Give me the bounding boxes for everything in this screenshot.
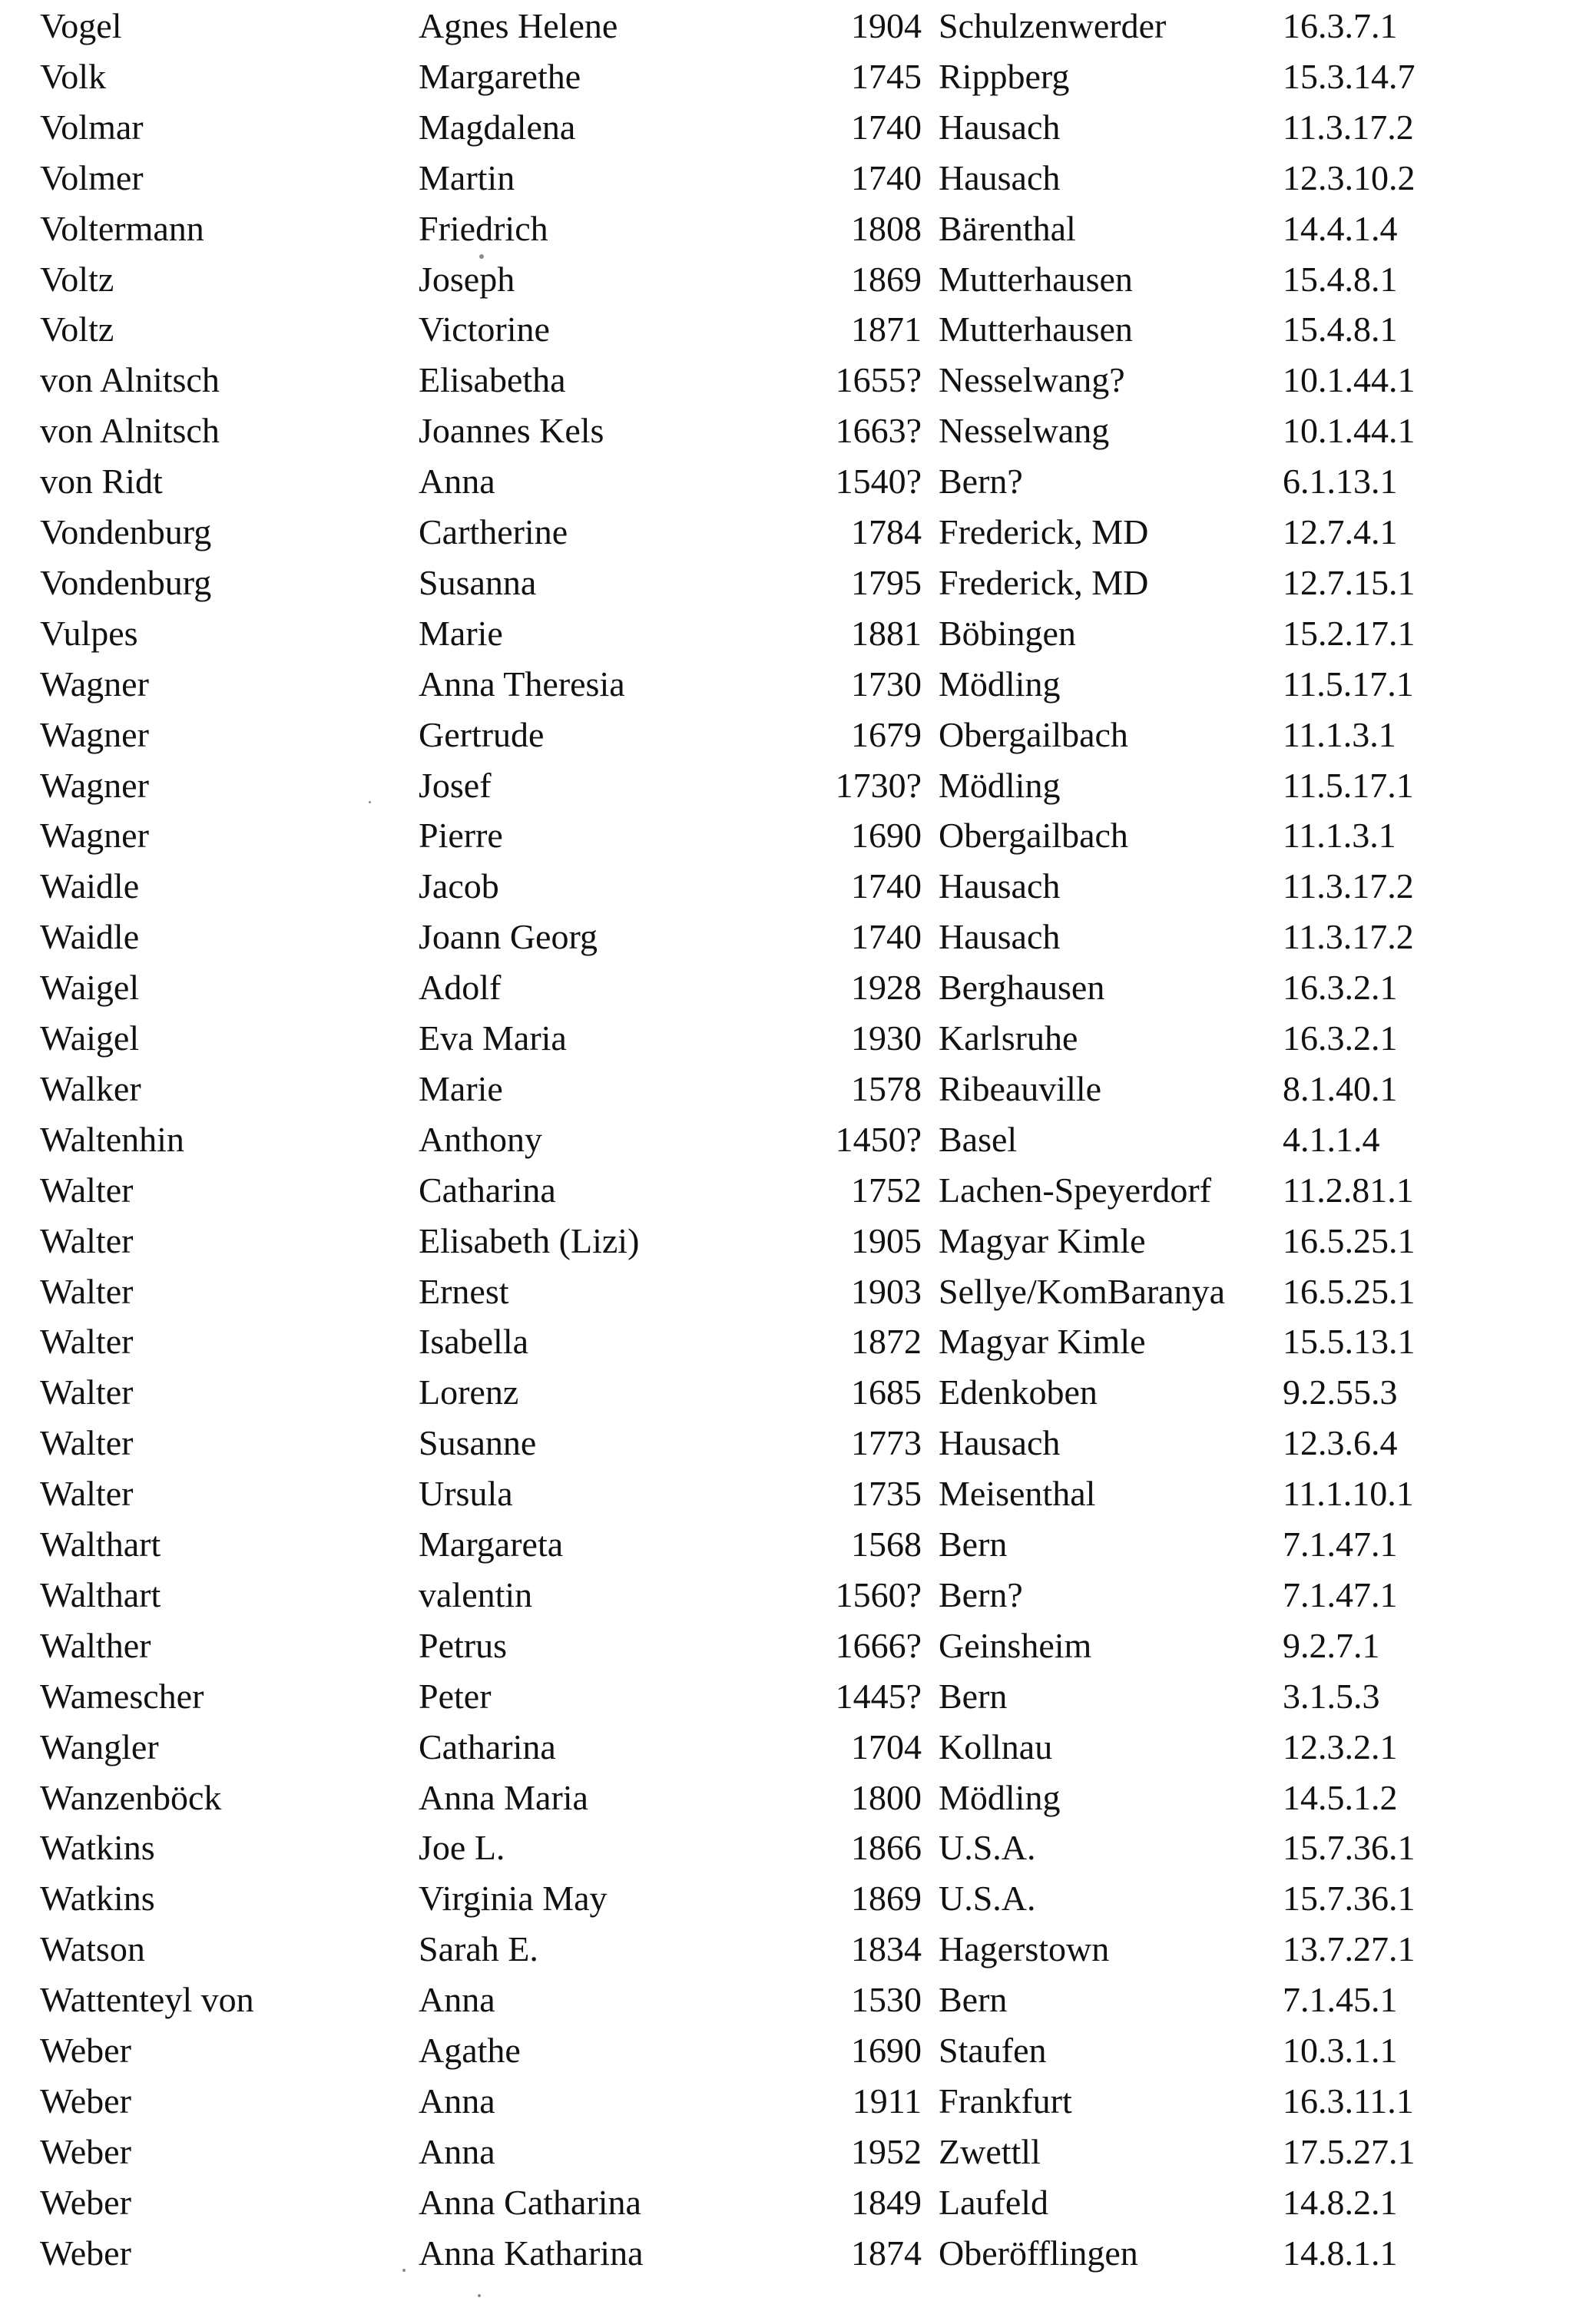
given-name-cell: Martin — [419, 157, 515, 197]
register-row — [0, 1924, 1596, 1975]
given-name-cell: Anna — [419, 1980, 495, 2020]
birth-year-cell: 1740 — [851, 157, 922, 197]
scan-speck — [478, 2294, 481, 2297]
reference-number-cell: 15.4.8.1 — [1283, 259, 1398, 299]
reference-number-cell: 12.3.2.1 — [1283, 1727, 1398, 1766]
register-row — [0, 2076, 1596, 2127]
reference-number-cell: 9.2.7.1 — [1283, 1625, 1380, 1665]
surname-cell: Weber — [40, 2233, 131, 2273]
given-name-cell: Joannes Kels — [419, 411, 604, 451]
reference-number-cell: 14.8.2.1 — [1283, 2182, 1398, 2222]
register-row — [0, 254, 1596, 305]
birth-year-cell: 1679 — [851, 714, 922, 754]
register-row — [0, 2228, 1596, 2279]
register-row — [0, 1722, 1596, 1773]
surname-cell: Walter — [40, 1474, 134, 1514]
birthplace-cell: Mutterhausen — [939, 310, 1133, 349]
birth-year-cell: 1834 — [851, 1929, 922, 1969]
reference-number-cell: 10.3.1.1 — [1283, 2031, 1398, 2070]
surname-cell: Walter — [40, 1423, 134, 1463]
given-name-cell: Marie — [419, 613, 503, 653]
birthplace-cell: Hausach — [939, 107, 1061, 147]
surname-cell: Vogel — [40, 6, 122, 45]
register-row — [0, 912, 1596, 962]
reference-number-cell: 11.2.81.1 — [1283, 1170, 1414, 1210]
given-name-cell: Josef — [419, 765, 492, 805]
birthplace-cell: Mödling — [939, 1777, 1061, 1817]
surname-cell: Vondenburg — [40, 562, 212, 602]
given-name-cell: Cartherine — [419, 512, 568, 551]
given-name-cell: Elisabeth (Lizi) — [419, 1220, 640, 1260]
surname-cell: Wangler — [40, 1727, 159, 1766]
surname-cell: Walther — [40, 1625, 151, 1665]
given-name-cell: Victorine — [419, 310, 550, 349]
birth-year-cell: 1904 — [851, 6, 922, 45]
surname-cell: Wamescher — [40, 1676, 204, 1716]
register-row — [0, 1316, 1596, 1367]
birth-year-cell: 1663? — [835, 411, 922, 451]
reference-number-cell: 11.1.3.1 — [1283, 816, 1396, 856]
surname-cell: Voltz — [40, 259, 114, 299]
given-name-cell: Anna — [419, 2131, 495, 2171]
given-name-cell: Agnes Helene — [419, 6, 618, 45]
reference-number-cell: 15.4.8.1 — [1283, 310, 1398, 349]
register-row — [0, 1671, 1596, 1722]
surname-cell: Walter — [40, 1322, 134, 1362]
birth-year-cell: 1784 — [851, 512, 922, 551]
birthplace-cell: Meisenthal — [939, 1474, 1096, 1514]
birth-year-cell: 1578 — [851, 1068, 922, 1108]
given-name-cell: Anna Catharina — [419, 2182, 641, 2222]
birthplace-cell: Frederick, MD — [939, 512, 1149, 551]
birth-year-cell: 1773 — [851, 1423, 922, 1463]
birthplace-cell: Geinsheim — [939, 1625, 1092, 1665]
birthplace-cell: U.S.A. — [939, 1879, 1036, 1919]
register-row — [0, 659, 1596, 710]
given-name-cell: Joe L. — [419, 1828, 505, 1868]
surname-cell: Volmer — [40, 157, 144, 197]
reference-number-cell: 7.1.47.1 — [1283, 1574, 1398, 1614]
birth-year-cell: 1730 — [851, 664, 922, 704]
surname-cell: Waigel — [40, 968, 140, 1008]
register-row — [0, 1114, 1596, 1165]
birthplace-cell: Nesselwang — [939, 411, 1110, 451]
given-name-cell: Pierre — [419, 816, 503, 856]
register-row — [0, 406, 1596, 456]
given-name-cell: Joseph — [419, 259, 515, 299]
birth-year-cell: 1871 — [851, 310, 922, 349]
register-row — [0, 1, 1596, 51]
register-row — [0, 1570, 1596, 1621]
surname-cell: Wagner — [40, 816, 149, 856]
birthplace-cell: Ribeauville — [939, 1068, 1102, 1108]
reference-number-cell: 17.5.27.1 — [1283, 2131, 1416, 2171]
given-name-cell: Sarah E. — [419, 1929, 538, 1969]
birth-year-cell: 1903 — [851, 1271, 922, 1311]
register-row — [0, 355, 1596, 406]
surname-cell: Volk — [40, 56, 107, 96]
register-row — [0, 1216, 1596, 1266]
birthplace-cell: Magyar Kimle — [939, 1220, 1146, 1260]
register-row — [0, 1873, 1596, 1924]
birth-year-cell: 1872 — [851, 1322, 922, 1362]
reference-number-cell: 11.3.17.2 — [1283, 866, 1414, 906]
register-row — [0, 1165, 1596, 1216]
birth-year-cell: 1930 — [851, 1018, 922, 1058]
reference-number-cell: 16.3.2.1 — [1283, 1018, 1398, 1058]
surname-cell: Wanzenböck — [40, 1777, 222, 1817]
birth-year-cell: 1735 — [851, 1474, 922, 1514]
given-name-cell: Anthony — [419, 1119, 542, 1159]
register-row — [0, 1519, 1596, 1570]
reference-number-cell: 13.7.27.1 — [1283, 1929, 1416, 1969]
birth-year-cell: 1881 — [851, 613, 922, 653]
birth-year-cell: 1740 — [851, 917, 922, 957]
given-name-cell: Margareta — [419, 1525, 564, 1564]
reference-number-cell: 16.5.25.1 — [1283, 1220, 1416, 1260]
register-row — [0, 51, 1596, 102]
register-row — [0, 558, 1596, 608]
reference-number-cell: 15.2.17.1 — [1283, 613, 1416, 653]
surname-cell: Weber — [40, 2182, 131, 2222]
reference-number-cell: 15.7.36.1 — [1283, 1828, 1416, 1868]
register-row — [0, 456, 1596, 507]
birthplace-cell: Obergailbach — [939, 816, 1128, 856]
reference-number-cell: 6.1.13.1 — [1283, 462, 1398, 502]
surname-cell: Watkins — [40, 1828, 155, 1868]
surname-cell: Voltz — [40, 310, 114, 349]
surname-cell: Waigel — [40, 1018, 140, 1058]
reference-number-cell: 3.1.5.3 — [1283, 1676, 1380, 1716]
register-row — [0, 204, 1596, 254]
surname-cell: Waidle — [40, 917, 140, 957]
reference-number-cell: 14.8.1.1 — [1283, 2233, 1398, 2273]
birthplace-cell: Magyar Kimle — [939, 1322, 1146, 1362]
reference-number-cell: 10.1.44.1 — [1283, 411, 1416, 451]
birth-year-cell: 1740 — [851, 866, 922, 906]
surname-cell: Wagner — [40, 664, 149, 704]
register-row — [0, 2127, 1596, 2177]
surname-cell: von Alnitsch — [40, 360, 220, 400]
birthplace-cell: Hausach — [939, 157, 1061, 197]
birthplace-cell: Mutterhausen — [939, 259, 1133, 299]
surname-cell: Walter — [40, 1220, 134, 1260]
reference-number-cell: 16.3.11.1 — [1283, 2081, 1414, 2121]
birth-year-cell: 1730? — [835, 765, 922, 805]
given-name-cell: Friedrich — [419, 208, 548, 248]
birthplace-cell: Frederick, MD — [939, 562, 1149, 602]
given-name-cell: Anna Theresia — [419, 664, 625, 704]
reference-number-cell: 9.2.55.3 — [1283, 1372, 1398, 1412]
given-name-cell: Anna Maria — [419, 1777, 588, 1817]
reference-number-cell: 11.3.17.2 — [1283, 917, 1414, 957]
birthplace-cell: Böbingen — [939, 613, 1076, 653]
birth-year-cell: 1952 — [851, 2131, 922, 2171]
reference-number-cell: 11.1.10.1 — [1283, 1474, 1414, 1514]
birthplace-cell: Bern? — [939, 1574, 1023, 1614]
register-row — [0, 1266, 1596, 1317]
surname-cell: Wagner — [40, 765, 149, 805]
birthplace-cell: Staufen — [939, 2031, 1047, 2070]
surname-cell: Vondenburg — [40, 512, 212, 551]
birth-year-cell: 1928 — [851, 968, 922, 1008]
surname-cell: Volmar — [40, 107, 144, 147]
reference-number-cell: 11.1.3.1 — [1283, 714, 1396, 754]
surname-cell: Wagner — [40, 714, 149, 754]
birth-year-cell: 1795 — [851, 562, 922, 602]
birth-year-cell: 1752 — [851, 1170, 922, 1210]
birthplace-cell: Frankfurt — [939, 2081, 1072, 2121]
birthplace-cell: Hausach — [939, 917, 1061, 957]
given-name-cell: Susanne — [419, 1423, 537, 1463]
register-row — [0, 1064, 1596, 1114]
register-row — [0, 2177, 1596, 2228]
given-name-cell: Joann Georg — [419, 917, 598, 957]
birthplace-cell: Laufeld — [939, 2182, 1049, 2222]
register-row — [0, 810, 1596, 861]
surname-cell: Walker — [40, 1068, 141, 1108]
birth-year-cell: 1849 — [851, 2182, 922, 2222]
given-name-cell: Eva Maria — [419, 1018, 567, 1058]
given-name-cell: Marie — [419, 1068, 503, 1108]
reference-number-cell: 11.3.17.2 — [1283, 107, 1414, 147]
birthplace-cell: Mödling — [939, 765, 1061, 805]
surname-cell: Walter — [40, 1170, 134, 1210]
reference-number-cell: 12.3.10.2 — [1283, 157, 1416, 197]
reference-number-cell: 11.5.17.1 — [1283, 664, 1414, 704]
given-name-cell: Lorenz — [419, 1372, 519, 1412]
register-row — [0, 2025, 1596, 2076]
reference-number-cell: 12.3.6.4 — [1283, 1423, 1398, 1463]
register-row — [0, 1975, 1596, 2025]
given-name-cell: Petrus — [419, 1625, 507, 1665]
birth-year-cell: 1530 — [851, 1980, 922, 2020]
birthplace-cell: Bern — [939, 1980, 1008, 2020]
register-row — [0, 102, 1596, 153]
birthplace-cell: Basel — [939, 1119, 1018, 1159]
birth-year-cell: 1740 — [851, 107, 922, 147]
surname-cell: Weber — [40, 2131, 131, 2171]
register-row — [0, 710, 1596, 760]
surname-cell: Walthart — [40, 1574, 161, 1614]
birthplace-cell: Rippberg — [939, 56, 1070, 96]
register-row — [0, 304, 1596, 355]
birth-year-cell: 1808 — [851, 208, 922, 248]
reference-number-cell: 4.1.1.4 — [1283, 1119, 1380, 1159]
surname-cell: Walter — [40, 1271, 134, 1311]
reference-number-cell: 10.1.44.1 — [1283, 360, 1416, 400]
reference-number-cell: 12.7.4.1 — [1283, 512, 1398, 551]
reference-number-cell: 11.5.17.1 — [1283, 765, 1414, 805]
given-name-cell: Anna Katharina — [419, 2233, 644, 2273]
surname-cell: Waidle — [40, 866, 140, 906]
birthplace-cell: Kollnau — [939, 1727, 1053, 1766]
birthplace-cell: Hausach — [939, 1423, 1061, 1463]
given-name-cell: Virginia May — [419, 1879, 608, 1919]
scan-speck — [479, 254, 484, 259]
register-row — [0, 1013, 1596, 1064]
register-row — [0, 1418, 1596, 1468]
birth-year-cell: 1560? — [835, 1574, 922, 1614]
reference-number-cell: 14.4.1.4 — [1283, 208, 1398, 248]
register-row — [0, 1367, 1596, 1418]
birthplace-cell: Mödling — [939, 664, 1061, 704]
surname-cell: Watkins — [40, 1879, 155, 1919]
register-row — [0, 608, 1596, 659]
reference-number-cell: 7.1.47.1 — [1283, 1525, 1398, 1564]
birthplace-cell: U.S.A. — [939, 1828, 1036, 1868]
birthplace-cell: Obergailbach — [939, 714, 1128, 754]
reference-number-cell: 16.3.7.1 — [1283, 6, 1398, 45]
given-name-cell: Ursula — [419, 1474, 513, 1514]
register-row — [0, 1468, 1596, 1519]
birth-year-cell: 1540? — [835, 462, 922, 502]
surname-cell: von Ridt — [40, 462, 163, 502]
reference-number-cell: 12.7.15.1 — [1283, 562, 1416, 602]
given-name-cell: Catharina — [419, 1727, 556, 1766]
surname-cell: von Alnitsch — [40, 411, 220, 451]
birthplace-cell: Hausach — [939, 866, 1061, 906]
register-row — [0, 962, 1596, 1013]
register-row — [0, 507, 1596, 558]
given-name-cell: Elisabetha — [419, 360, 566, 400]
birth-year-cell: 1911 — [852, 2081, 922, 2121]
reference-number-cell: 14.5.1.2 — [1283, 1777, 1398, 1817]
given-name-cell: Peter — [419, 1676, 492, 1716]
birthplace-cell: Bern — [939, 1676, 1008, 1716]
given-name-cell: Anna — [419, 462, 495, 502]
given-name-cell: Magdalena — [419, 107, 576, 147]
birth-year-cell: 1690 — [851, 816, 922, 856]
birth-year-cell: 1445? — [835, 1676, 922, 1716]
birthplace-cell: Karlsruhe — [939, 1018, 1078, 1058]
surname-cell: Walter — [40, 1372, 134, 1412]
reference-number-cell: 15.5.13.1 — [1283, 1322, 1416, 1362]
birth-year-cell: 1869 — [851, 1879, 922, 1919]
birthplace-cell: Bern? — [939, 462, 1023, 502]
given-name-cell: Isabella — [419, 1322, 529, 1362]
register-row — [0, 1773, 1596, 1823]
surname-cell: Watson — [40, 1929, 145, 1969]
birth-year-cell: 1685 — [851, 1372, 922, 1412]
birthplace-cell: Edenkoben — [939, 1372, 1098, 1412]
register-row — [0, 1823, 1596, 1873]
given-name-cell: Susanna — [419, 562, 537, 602]
given-name-cell: Jacob — [419, 866, 499, 906]
reference-number-cell: 8.1.40.1 — [1283, 1068, 1398, 1108]
surname-cell: Walthart — [40, 1525, 161, 1564]
register-row — [0, 153, 1596, 204]
given-name-cell: Agathe — [419, 2031, 521, 2070]
birth-year-cell: 1866 — [851, 1828, 922, 1868]
birthplace-cell: Bern — [939, 1525, 1008, 1564]
birthplace-cell: Nesselwang? — [939, 360, 1125, 400]
birth-year-cell: 1666? — [835, 1625, 922, 1665]
reference-number-cell: 15.3.14.7 — [1283, 56, 1416, 96]
surname-cell: Weber — [40, 2081, 131, 2121]
birthplace-cell: Bärenthal — [939, 208, 1076, 248]
birth-year-cell: 1704 — [851, 1727, 922, 1766]
given-name-cell: valentin — [419, 1574, 533, 1614]
birthplace-cell: Lachen-Speyerdorf — [939, 1170, 1212, 1210]
given-name-cell: Gertrude — [419, 714, 545, 754]
scan-speck — [369, 801, 371, 803]
birthplace-cell: Berghausen — [939, 968, 1105, 1008]
surname-cell: Vulpes — [40, 613, 138, 653]
birth-year-cell: 1450? — [835, 1119, 922, 1159]
given-name-cell: Ernest — [419, 1271, 509, 1311]
register-row — [0, 861, 1596, 912]
reference-number-cell: 16.5.25.1 — [1283, 1271, 1416, 1311]
birthplace-cell: Sellye/KomBaranya — [939, 1271, 1226, 1311]
birthplace-cell: Zwettll — [939, 2131, 1041, 2171]
register-row — [0, 1621, 1596, 1671]
birth-year-cell: 1800 — [851, 1777, 922, 1817]
birth-year-cell: 1655? — [835, 360, 922, 400]
given-name-cell: Margarethe — [419, 56, 581, 96]
birth-year-cell: 1869 — [851, 259, 922, 299]
given-name-cell: Adolf — [419, 968, 502, 1008]
surname-cell: Voltermann — [40, 208, 204, 248]
surname-cell: Weber — [40, 2031, 131, 2070]
register-row — [0, 760, 1596, 811]
given-name-cell: Anna — [419, 2081, 495, 2121]
birthplace-cell: Schulzenwerder — [939, 6, 1167, 45]
reference-number-cell: 7.1.45.1 — [1283, 1980, 1398, 2020]
birth-year-cell: 1690 — [851, 2031, 922, 2070]
birth-year-cell: 1568 — [851, 1525, 922, 1564]
birth-year-cell: 1874 — [851, 2233, 922, 2273]
birthplace-cell: Hagerstown — [939, 1929, 1110, 1969]
given-name-cell: Catharina — [419, 1170, 556, 1210]
reference-number-cell: 15.7.36.1 — [1283, 1879, 1416, 1919]
birth-year-cell: 1745 — [851, 56, 922, 96]
surname-cell: Waltenhin — [40, 1119, 184, 1159]
birthplace-cell: Oberöfflingen — [939, 2233, 1138, 2273]
surname-cell: Wattenteyl von — [40, 1980, 254, 2020]
birth-year-cell: 1905 — [851, 1220, 922, 1260]
scan-speck — [402, 2269, 406, 2272]
reference-number-cell: 16.3.2.1 — [1283, 968, 1398, 1008]
